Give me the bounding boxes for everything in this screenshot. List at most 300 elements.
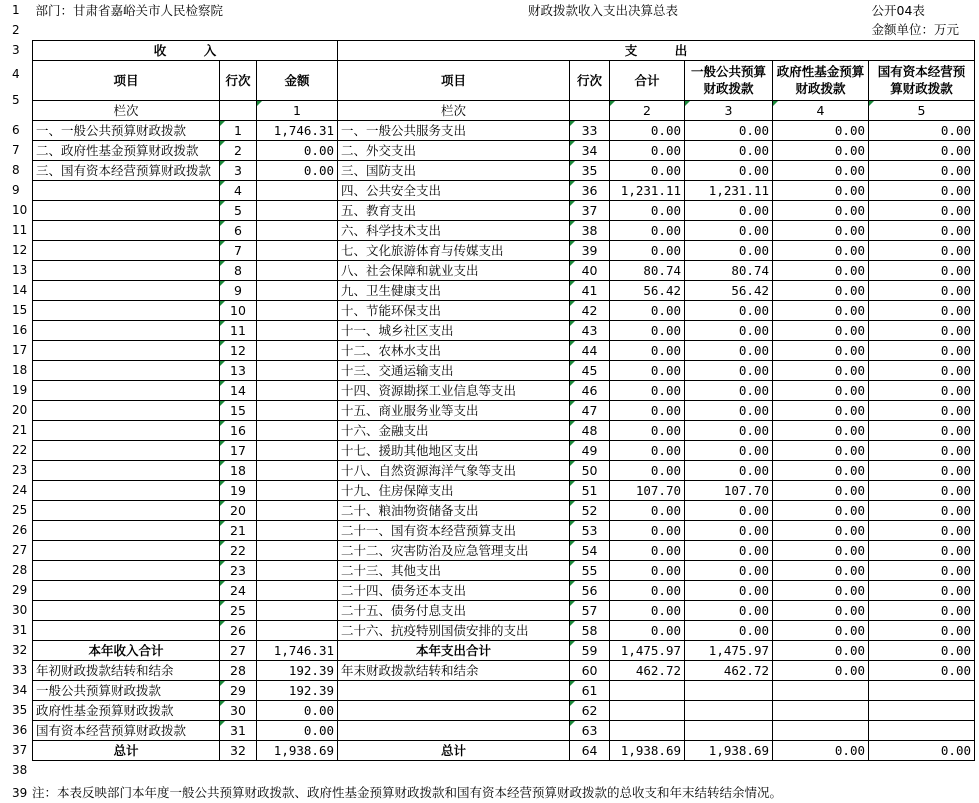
expense-row-no: 58	[570, 620, 610, 640]
expense-total: 0.00	[610, 380, 685, 400]
income-item	[33, 500, 220, 520]
income-amount	[257, 400, 338, 420]
table-row	[33, 520, 975, 540]
expense-state-capital: 0.00	[869, 480, 975, 500]
row-number[interactable]: 33	[12, 663, 28, 677]
expense-state-capital: 0.00	[869, 200, 975, 220]
income-amount	[257, 580, 338, 600]
expense-header: 支 出	[338, 40, 975, 60]
row-number[interactable]: 11	[12, 223, 28, 237]
expense-total: 0.00	[610, 600, 685, 620]
table-row	[33, 340, 975, 360]
expense-total: 0.00	[610, 300, 685, 320]
carry-out-c5: 0.00	[869, 660, 975, 680]
income-amount	[257, 560, 338, 580]
table-row	[33, 200, 975, 220]
income-item-header: 项目	[33, 60, 220, 100]
expense-total: 0.00	[610, 320, 685, 340]
table-row	[33, 180, 975, 200]
carry-out-label: 年末财政拨款结转和结余	[338, 660, 570, 680]
income-row-no: 21	[220, 520, 257, 540]
income-row-no: 20	[220, 500, 257, 520]
expense-state-capital: 0.00	[869, 160, 975, 180]
income-header: 收 入	[33, 40, 338, 60]
row-number[interactable]: 1	[12, 3, 20, 17]
expense-rowno-header: 行次	[570, 60, 610, 100]
expense-general-budget: 1,231.11	[685, 180, 773, 200]
carry-out-c3: 462.72	[685, 660, 773, 680]
income-amount	[257, 520, 338, 540]
row-number[interactable]: 29	[12, 583, 28, 597]
row-number[interactable]: 25	[12, 503, 28, 517]
income-rowno-header: 行次	[220, 60, 257, 100]
income-column-label: 栏次	[33, 100, 220, 120]
row-number[interactable]: 21	[12, 423, 28, 437]
expense-column-label: 栏次	[338, 100, 570, 120]
expense-general-budget: 0.00	[685, 620, 773, 640]
row-number[interactable]: 22	[12, 443, 28, 457]
row-number[interactable]: 10	[12, 203, 28, 217]
income-item	[33, 400, 220, 420]
summary-row	[33, 740, 975, 760]
expense-row-no: 55	[570, 560, 610, 580]
income-row-no: 8	[220, 260, 257, 280]
unit-label: 金额单位：万元	[871, 22, 960, 38]
income-row-no: 19	[220, 480, 257, 500]
income-item: 三、国有资本经营预算财政拨款	[33, 160, 220, 180]
expense-gov-fund: 0.00	[773, 460, 869, 480]
income-amount	[257, 380, 338, 400]
table-row	[33, 560, 975, 580]
expense-gov-fund: 0.00	[773, 160, 869, 180]
row-number[interactable]: 34	[12, 683, 28, 697]
income-amount	[257, 440, 338, 460]
gov-fund-carry-label: 政府性基金预算财政拨款	[33, 700, 220, 720]
income-row-no: 24	[220, 580, 257, 600]
income-amount	[257, 540, 338, 560]
expense-state-capital: 0.00	[869, 220, 975, 240]
expense-item: 十、节能环保支出	[338, 300, 570, 320]
income-item: 二、政府性基金预算财政拨款	[33, 140, 220, 160]
income-item	[33, 280, 220, 300]
expense-state-capital: 0.00	[869, 380, 975, 400]
income-row-no: 1	[220, 120, 257, 140]
state-capital-carry-no: 31	[220, 720, 257, 740]
expense-gov-fund: 0.00	[773, 360, 869, 380]
column-number-1: 1	[257, 100, 338, 120]
expense-row-no: 44	[570, 340, 610, 360]
row-number[interactable]: 15	[12, 303, 28, 317]
row-number[interactable]: 26	[12, 523, 28, 537]
income-amount	[257, 300, 338, 320]
expense-row-no: 39	[570, 240, 610, 260]
expense-row-no: 53	[570, 520, 610, 540]
expense-row-no: 37	[570, 200, 610, 220]
general-budget-carry-amount: 192.39	[257, 680, 338, 700]
expense-gov-fund: 0.00	[773, 500, 869, 520]
expense-general-budget: 0.00	[685, 120, 773, 140]
income-row-no: 2	[220, 140, 257, 160]
carry-out-c2: 462.72	[610, 660, 685, 680]
page-title: 财政拨款收入支出决算总表	[528, 2, 679, 18]
income-total-no: 27	[220, 640, 257, 660]
expense-gov-fund: 0.00	[773, 420, 869, 440]
expense-row-no: 36	[570, 180, 610, 200]
table-row	[33, 540, 975, 560]
income-item	[33, 380, 220, 400]
income-item	[33, 540, 220, 560]
row-number[interactable]: 19	[12, 383, 28, 397]
summary-row	[33, 720, 975, 740]
expense-row-no: 43	[570, 320, 610, 340]
expense-gov-fund: 0.00	[773, 140, 869, 160]
income-row-no: 12	[220, 340, 257, 360]
income-amount	[257, 360, 338, 380]
income-item	[33, 600, 220, 620]
row-number[interactable]: 7	[12, 143, 20, 157]
row-number[interactable]: 20	[12, 403, 28, 417]
expense-total: 0.00	[610, 420, 685, 440]
expense-item: 二十二、灾害防治及应急管理支出	[338, 540, 570, 560]
row-number[interactable]: 14	[12, 283, 28, 297]
expense-gov-fund: 0.00	[773, 240, 869, 260]
expense-general-budget: 0.00	[685, 420, 773, 440]
table-row	[33, 160, 975, 180]
general-budget-carry-no: 29	[220, 680, 257, 700]
expense-general-budget: 0.00	[685, 600, 773, 620]
form-code: 公开04表	[871, 2, 925, 18]
income-amount	[257, 460, 338, 480]
row-number[interactable]: 6	[12, 123, 20, 137]
grand-total-expense-no: 64	[570, 740, 610, 760]
expense-item: 四、公共安全支出	[338, 180, 570, 200]
expense-state-capital: 0.00	[869, 320, 975, 340]
expense-item: 二十四、债务还本支出	[338, 580, 570, 600]
expense-gov-fund: 0.00	[773, 600, 869, 620]
row-number[interactable]: 9	[12, 183, 20, 197]
income-item	[33, 480, 220, 500]
expense-state-capital: 0.00	[869, 540, 975, 560]
table-row	[33, 140, 975, 160]
income-item: 一、一般公共预算财政拨款	[33, 120, 220, 140]
income-amount	[257, 280, 338, 300]
expense-state-capital: 0.00	[869, 260, 975, 280]
expense-total: 0.00	[610, 340, 685, 360]
expense-state-capital: 0.00	[869, 580, 975, 600]
income-amount	[257, 200, 338, 220]
expense-general-budget: 0.00	[685, 560, 773, 580]
expense-general-budget: 0.00	[685, 220, 773, 240]
expense-gov-fund: 0.00	[773, 320, 869, 340]
row-number[interactable]: 39	[12, 786, 28, 800]
expense-item: 三、国防支出	[338, 160, 570, 180]
expense-row-no: 46	[570, 380, 610, 400]
expense-row-no: 34	[570, 140, 610, 160]
income-row-no: 18	[220, 460, 257, 480]
row-number[interactable]: 8	[12, 163, 20, 177]
income-item	[33, 200, 220, 220]
expense-gov-fund: 0.00	[773, 540, 869, 560]
expense-item: 五、教育支出	[338, 200, 570, 220]
income-amount	[257, 220, 338, 240]
carry-in-amount: 192.39	[257, 660, 338, 680]
summary-row	[33, 700, 975, 720]
expense-gov-fund: 0.00	[773, 620, 869, 640]
income-row-no: 14	[220, 380, 257, 400]
expense-row-no: 47	[570, 400, 610, 420]
income-row-no: 10	[220, 300, 257, 320]
row-number[interactable]: 24	[12, 483, 28, 497]
carry-out-c4: 0.00	[773, 660, 869, 680]
expense-state-capital: 0.00	[869, 140, 975, 160]
income-row-no: 25	[220, 600, 257, 620]
row-number[interactable]: 28	[12, 563, 28, 577]
income-item	[33, 320, 220, 340]
income-row-no: 11	[220, 320, 257, 340]
expense-gov-fund: 0.00	[773, 520, 869, 540]
table-row	[33, 440, 975, 460]
expense-item: 十九、住房保障支出	[338, 480, 570, 500]
income-item	[33, 240, 220, 260]
expense-total-label: 本年支出合计	[338, 640, 570, 660]
expense-total: 0.00	[610, 500, 685, 520]
expense-state-capital: 0.00	[869, 560, 975, 580]
income-row-no: 23	[220, 560, 257, 580]
row-number[interactable]: 35	[12, 703, 28, 717]
income-item	[33, 340, 220, 360]
expense-row-no: 48	[570, 420, 610, 440]
column-number-3: 3	[685, 100, 773, 120]
expense-general-budget: 0.00	[685, 380, 773, 400]
expense-general-budget: 0.00	[685, 520, 773, 540]
income-total-amount: 1,746.31	[257, 640, 338, 660]
row-number[interactable]: 16	[12, 323, 28, 337]
row-number[interactable]: 30	[12, 603, 28, 617]
expense-state-capital: 0.00	[869, 420, 975, 440]
expense-gov-fund: 0.00	[773, 300, 869, 320]
carry-in-no: 28	[220, 660, 257, 680]
state-capital-expense-no: 63	[570, 720, 610, 740]
row-number[interactable]: 4	[12, 67, 20, 81]
expense-total: 0.00	[610, 120, 685, 140]
income-row-no: 9	[220, 280, 257, 300]
expense-state-capital: 0.00	[869, 460, 975, 480]
income-item	[33, 220, 220, 240]
expense-item: 八、社会保障和就业支出	[338, 260, 570, 280]
expense-item: 七、文化旅游体育与传媒支出	[338, 240, 570, 260]
table-row	[33, 460, 975, 480]
row-number[interactable]: 23	[12, 463, 28, 477]
table-row	[33, 320, 975, 340]
expense-row-no: 40	[570, 260, 610, 280]
row-number[interactable]: 31	[12, 623, 28, 637]
expense-row-no: 35	[570, 160, 610, 180]
income-amount: 1,746.31	[257, 120, 338, 140]
expense-item: 十三、交通运输支出	[338, 360, 570, 380]
expense-total: 0.00	[610, 140, 685, 160]
expense-total-header: 合计	[610, 60, 685, 100]
expense-state-capital: 0.00	[869, 300, 975, 320]
state-capital-carry-amount: 0.00	[257, 720, 338, 740]
expense-gov-fund: 0.00	[773, 280, 869, 300]
expense-item: 十六、金融支出	[338, 420, 570, 440]
general-budget-header: 一般公共预算财政拨款	[685, 60, 773, 100]
table-row	[33, 420, 975, 440]
grand-total-no: 32	[220, 740, 257, 760]
row-number[interactable]: 13	[12, 263, 28, 277]
expense-general-budget: 0.00	[685, 200, 773, 220]
expense-state-capital: 0.00	[869, 180, 975, 200]
income-item	[33, 460, 220, 480]
state-capital-carry-label: 国有资本经营预算财政拨款	[33, 720, 220, 740]
expense-total-no: 59	[570, 640, 610, 660]
table-row	[33, 260, 975, 280]
final-accounts-table	[32, 0, 975, 761]
expense-total: 0.00	[610, 540, 685, 560]
expense-item: 十五、商业服务业等支出	[338, 400, 570, 420]
expense-gov-fund: 0.00	[773, 340, 869, 360]
expense-general-budget: 56.42	[685, 280, 773, 300]
row-number[interactable]: 18	[12, 363, 28, 377]
expense-total: 0.00	[610, 520, 685, 540]
expense-total: 0.00	[610, 560, 685, 580]
income-amount	[257, 620, 338, 640]
expense-general-budget: 0.00	[685, 240, 773, 260]
row-number[interactable]: 17	[12, 343, 28, 357]
expense-state-capital: 0.00	[869, 440, 975, 460]
expense-state-capital: 0.00	[869, 520, 975, 540]
expense-general-budget: 0.00	[685, 140, 773, 160]
expense-total: 0.00	[610, 440, 685, 460]
expense-total: 0.00	[610, 460, 685, 480]
income-item	[33, 300, 220, 320]
summary-row	[33, 640, 975, 660]
expense-total-c4: 0.00	[773, 640, 869, 660]
general-budget-carry-label: 一般公共预算财政拨款	[33, 680, 220, 700]
table-row	[33, 580, 975, 600]
expense-gov-fund: 0.00	[773, 120, 869, 140]
income-amount	[257, 480, 338, 500]
expense-general-budget: 0.00	[685, 300, 773, 320]
expense-general-budget: 0.00	[685, 360, 773, 380]
income-item	[33, 420, 220, 440]
row-number[interactable]: 2	[12, 23, 20, 37]
column-number-4: 4	[773, 100, 869, 120]
table-row	[33, 500, 975, 520]
table-row	[33, 620, 975, 640]
income-amount	[257, 340, 338, 360]
expense-gov-fund: 0.00	[773, 260, 869, 280]
table-row	[33, 120, 975, 140]
summary-row	[33, 680, 975, 700]
grand-total-c2: 1,938.69	[610, 740, 685, 760]
expense-general-budget: 0.00	[685, 580, 773, 600]
expense-row-no: 52	[570, 500, 610, 520]
expense-item: 六、科学技术支出	[338, 220, 570, 240]
expense-gov-fund: 0.00	[773, 180, 869, 200]
expense-total: 0.00	[610, 620, 685, 640]
expense-item: 十四、资源勘探工业信息等支出	[338, 380, 570, 400]
row-number[interactable]: 32	[12, 643, 28, 657]
table-row	[33, 360, 975, 380]
expense-general-budget: 0.00	[685, 500, 773, 520]
row-number[interactable]: 37	[12, 743, 28, 757]
carry-out-no: 60	[570, 660, 610, 680]
row-number[interactable]: 36	[12, 723, 28, 737]
expense-gov-fund: 0.00	[773, 440, 869, 460]
expense-row-no: 56	[570, 580, 610, 600]
expense-total: 1,231.11	[610, 180, 685, 200]
expense-row-no: 49	[570, 440, 610, 460]
expense-state-capital: 0.00	[869, 400, 975, 420]
general-budget-expense-no: 61	[570, 680, 610, 700]
expense-gov-fund: 0.00	[773, 200, 869, 220]
expense-gov-fund: 0.00	[773, 580, 869, 600]
row-number[interactable]: 5	[12, 93, 20, 107]
gov-fund-header: 政府性基金预算财政拨款	[773, 60, 869, 100]
grand-total-amount: 1,938.69	[257, 740, 338, 760]
expense-item: 一、一般公共服务支出	[338, 120, 570, 140]
income-item	[33, 560, 220, 580]
table-row	[33, 300, 975, 320]
expense-state-capital: 0.00	[869, 620, 975, 640]
expense-total: 0.00	[610, 580, 685, 600]
grand-total-c3: 1,938.69	[685, 740, 773, 760]
row-number[interactable]: 27	[12, 543, 28, 557]
summary-row	[33, 660, 975, 680]
expense-total: 0.00	[610, 200, 685, 220]
expense-item: 二十六、抗疫特别国债安排的支出	[338, 620, 570, 640]
expense-row-no: 51	[570, 480, 610, 500]
expense-state-capital: 0.00	[869, 340, 975, 360]
income-row-no: 22	[220, 540, 257, 560]
expense-total: 0.00	[610, 160, 685, 180]
expense-item: 二十一、国有资本经营预算支出	[338, 520, 570, 540]
expense-gov-fund: 0.00	[773, 220, 869, 240]
income-item	[33, 180, 220, 200]
table-row	[33, 600, 975, 620]
expense-row-no: 54	[570, 540, 610, 560]
income-row-no: 16	[220, 420, 257, 440]
expense-item-header: 项目	[338, 60, 570, 100]
income-amount	[257, 240, 338, 260]
department-label: 部门：甘肃省嘉峪关市人民检察院	[35, 2, 224, 18]
table-row	[33, 480, 975, 500]
income-amount: 0.00	[257, 160, 338, 180]
income-row-no: 3	[220, 160, 257, 180]
expense-total: 107.70	[610, 480, 685, 500]
grand-total-expense-label: 总计	[338, 740, 570, 760]
expense-state-capital: 0.00	[869, 280, 975, 300]
row-number-column	[0, 0, 32, 803]
expense-state-capital: 0.00	[869, 500, 975, 520]
row-number[interactable]: 3	[12, 43, 20, 57]
income-row-no: 15	[220, 400, 257, 420]
expense-state-capital: 0.00	[869, 360, 975, 380]
income-item	[33, 520, 220, 540]
expense-total: 0.00	[610, 400, 685, 420]
column-number-2: 2	[610, 100, 685, 120]
expense-item: 十二、农林水支出	[338, 340, 570, 360]
expense-state-capital: 0.00	[869, 120, 975, 140]
gov-fund-carry-no: 30	[220, 700, 257, 720]
income-row-no: 4	[220, 180, 257, 200]
expense-gov-fund: 0.00	[773, 380, 869, 400]
expense-row-no: 33	[570, 120, 610, 140]
row-number[interactable]: 38	[12, 763, 28, 777]
row-number[interactable]: 12	[12, 243, 28, 257]
gov-fund-expense-no: 62	[570, 700, 610, 720]
